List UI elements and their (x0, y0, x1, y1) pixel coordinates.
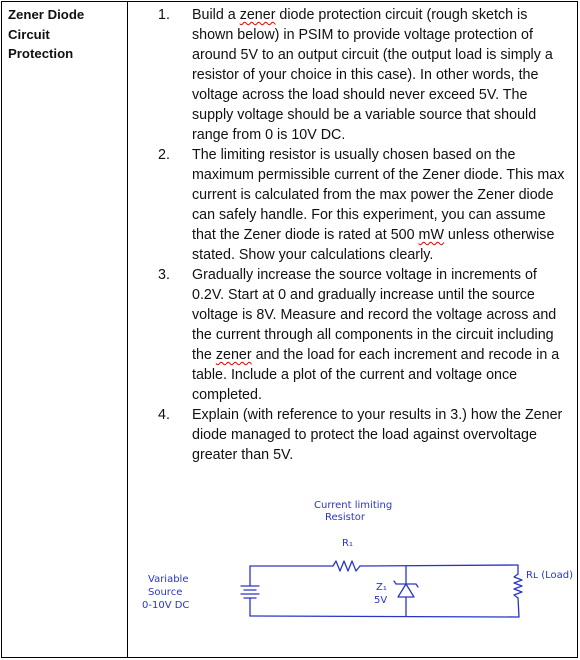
load-resistor-symbol (514, 574, 522, 598)
top-wire (250, 565, 518, 566)
section-title-line-2: Circuit (8, 26, 50, 42)
resistor-r1-symbol (333, 561, 360, 571)
task-item-4 (136, 405, 572, 465)
zener-value-label: 5V (374, 595, 388, 606)
bottom-wire (250, 616, 519, 617)
task-number: 4. (158, 407, 170, 423)
zener-diode-symbol (394, 581, 418, 597)
load-label: Rʟ (Load) (526, 570, 573, 581)
source-symbol (241, 586, 259, 598)
circuit-sketch (128, 486, 578, 658)
task-number: 1. (158, 7, 170, 23)
instructions-cell (136, 5, 572, 465)
task-item-3 (136, 265, 572, 405)
task-number: 2. (158, 147, 170, 163)
source-label-line-1: Variable (148, 574, 189, 585)
task-text: Explain (with reference to your results in 3.) how the Zener diode managed to protect the load against overvoltage greater than 5V. (192, 407, 563, 463)
spellcheck-flagged-word: zener (239, 7, 276, 23)
task-number: 3. (158, 267, 170, 283)
resistor-ref-label: R₁ (342, 538, 353, 549)
spellcheck-flagged-word: mW (418, 227, 444, 243)
source-label-line-3: 0-10V DC (142, 600, 190, 611)
task-item-1 (136, 5, 572, 145)
spellcheck-flagged-word: zener (215, 347, 252, 363)
resistor-label-line-2: Resistor (325, 512, 365, 523)
task-text: Build a zener diode protection circuit (rough sketch is shown below) in PSIM to provide voltage protection of around 5V to an output circuit (the output load is simply a resistor of your choice in this case). In other words, the voltage across the load should never exceed 5V. The supply voltage should be a variable source that should range from 0 is 10V DC. (192, 7, 553, 143)
resistor-label-line-1: Current limiting (314, 500, 393, 511)
section-title-line-3: Protection (8, 46, 74, 62)
section-title-line-1: Zener Diode (8, 7, 85, 22)
task-text: The limiting resistor is usually chosen based on the maximum permissible current of the Zener diode. This max current is calculated from the max power the Zener diode can safely handle. For this experiment, you can assume that the Zener diode is rated at 500 mW unless otherwise stated. Show your calculations clearly. (192, 147, 565, 263)
section-title-cell (8, 5, 120, 64)
source-label-line-2: Source (148, 587, 183, 598)
task-item-2 (136, 145, 572, 265)
task-text: Gradually increase the source voltage in increments of 0.2V. Start at 0 and gradually increase until the source voltage is 8V. Measure and record the voltage across and the current through all components in the circuit including the zener and the load for each increment and recode in a table. Include a plot of the current and voltage once completed. (192, 267, 560, 403)
task-list (136, 5, 572, 465)
zener-ref-label: Z₁ (376, 582, 387, 593)
